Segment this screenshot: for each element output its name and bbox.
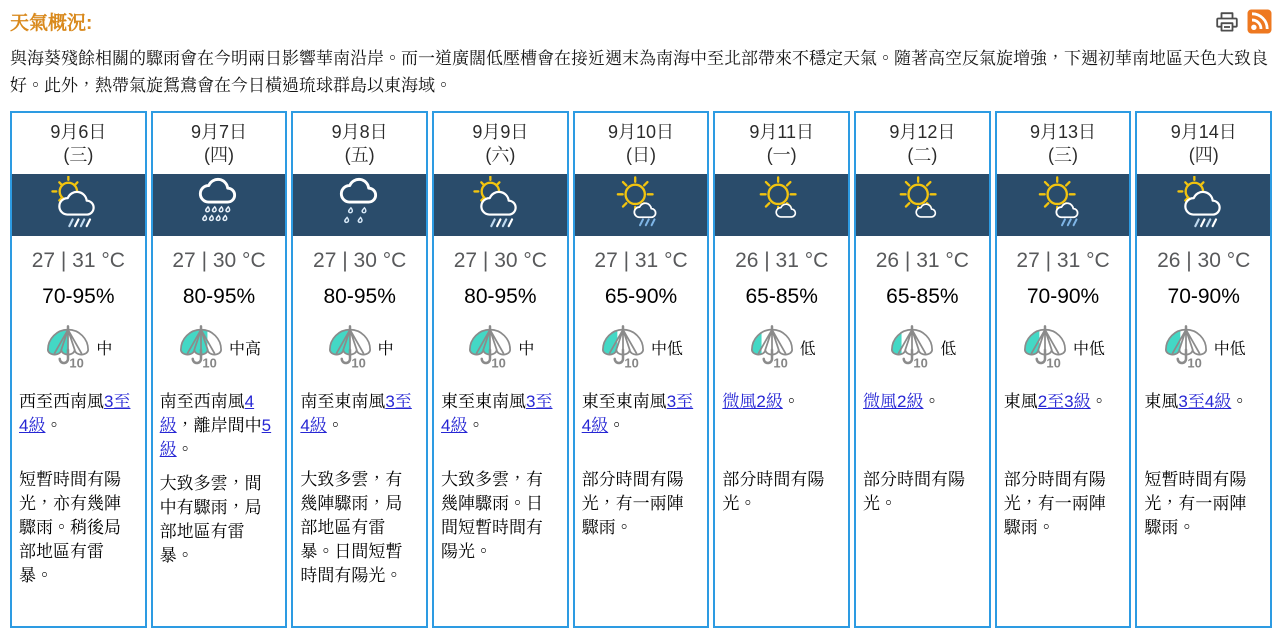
- wind-text: 西至西南風: [19, 392, 104, 411]
- wind-description: [300, 390, 419, 458]
- weather-forecast-text: 部分時間有陽光，有一兩陣驟雨。: [581, 470, 684, 537]
- date-header: [153, 113, 286, 174]
- weekday-label: (三): [1048, 145, 1079, 165]
- forecast-day-card: [291, 111, 428, 628]
- wind-description: [160, 390, 279, 462]
- temperature-range: 27 | 31 °C: [594, 249, 688, 272]
- wind-text: 。: [608, 416, 626, 435]
- psr-umbrella-icon: [1021, 322, 1069, 373]
- temperature-range: 26 | 31 °C: [875, 249, 969, 272]
- humidity-range: 70-95%: [42, 285, 115, 308]
- svg-text:10: 10: [1187, 355, 1202, 368]
- temperature-range: 27 | 30 °C: [172, 249, 266, 272]
- date-header: [1137, 113, 1270, 174]
- page-header: [10, 6, 1272, 35]
- wind-speed-link[interactable]: 2至3級: [1037, 392, 1091, 411]
- weather-forecast-text: 部分時間有陽光。: [722, 470, 825, 513]
- weather-icon-band: [293, 174, 426, 236]
- psr-row: [997, 323, 1130, 371]
- humidity-range: 70-90%: [1167, 285, 1240, 308]
- wind-speed-link[interactable]: 3至4級: [19, 392, 131, 435]
- psr-level-label: 低: [799, 340, 816, 358]
- psr-row: [575, 323, 708, 371]
- weekday-label: (五): [344, 145, 375, 165]
- temperature-range: 26 | 30 °C: [1157, 249, 1251, 272]
- psr-level-label: 中低: [1073, 340, 1106, 358]
- nine-day-forecast-cards: [10, 111, 1272, 628]
- wind-text: 東至東南風: [581, 392, 667, 411]
- date-label: 9月10日: [608, 122, 675, 142]
- weather-forecast-text: 大致多雲，有幾陣驟雨，局部地區有雷暴。日間短暫時間有陽光。: [300, 470, 403, 585]
- weather-forecast-text: 大致多雲，有幾陣驟雨。日間短暫時間有陽光。: [441, 470, 544, 561]
- psr-level-label: 低: [940, 340, 957, 358]
- temperature-range: 27 | 30 °C: [313, 249, 407, 272]
- wind-text: 東至東南風: [441, 392, 527, 411]
- humidity-range: 65-85%: [745, 285, 818, 308]
- date-label: 9月14日: [1170, 122, 1237, 142]
- wind-text: 。: [782, 392, 800, 411]
- wind-speed-link[interactable]: 3至4級: [441, 392, 553, 435]
- psr-umbrella-icon: [466, 322, 514, 373]
- forecast-day-card: [10, 111, 147, 628]
- forecast-day-card: [713, 111, 850, 628]
- date-header: [434, 113, 567, 174]
- wind-speed-link[interactable]: 微風2級: [863, 392, 924, 411]
- wind-speed-link[interactable]: 微風2級: [722, 392, 783, 411]
- weather-icon-band: [1137, 174, 1270, 236]
- wind-text: ，離岸間中: [176, 416, 262, 435]
- weather-forecast-text: 大致多雲，間中有驟雨，局部地區有雷暴。: [159, 474, 262, 565]
- weather-forecast-text: 部分時間有陽光。: [863, 470, 966, 513]
- sun-cloud-rain-icon: [1175, 176, 1233, 235]
- humidity-range: 80-95%: [464, 285, 537, 308]
- general-situation-text: 與海葵殘餘相關的驟雨會在今明兩日影響華南沿岸。而一道廣闊低壓槽會在接近週末為南海中至北部帶來不穩定天氣。隨著高空反氣旋增強，下週初華南地區天色大致良好。此外，熱帶氣旋鴛鴦會在今日橫過琉球群島以東海域。: [10, 49, 1268, 95]
- svg-text:10: 10: [491, 355, 507, 368]
- psr-row: [715, 323, 848, 371]
- date-label: 9月12日: [889, 122, 956, 142]
- weekday-label: (四): [1188, 145, 1219, 165]
- weather-forecast-text: 短暫時間有陽光，亦有幾陣驟雨。稍後局部地區有雷暴。: [19, 470, 121, 585]
- weekday-label: (日): [626, 145, 657, 165]
- forecast-day-card: [995, 111, 1132, 628]
- forecast-day-card: [573, 111, 710, 628]
- weekday-label: (一): [766, 145, 797, 165]
- date-header: [293, 113, 426, 174]
- svg-text:10: 10: [913, 355, 929, 368]
- rss-icon[interactable]: [1247, 9, 1272, 34]
- psr-level-label: 中: [518, 340, 535, 358]
- forecast-day-card: [1135, 111, 1272, 628]
- date-label: 9月13日: [1030, 122, 1097, 142]
- svg-text:10: 10: [773, 355, 788, 368]
- sun-cloud-rain-icon: [471, 176, 529, 235]
- humidity-range: 65-90%: [604, 285, 678, 308]
- svg-text:10: 10: [1046, 355, 1061, 368]
- weather-icon-band: [575, 174, 708, 236]
- humidity-range: 80-95%: [182, 285, 256, 308]
- wind-text: 。: [923, 392, 941, 411]
- wind-text: 。: [176, 440, 194, 459]
- wind-description: [441, 390, 560, 458]
- psr-row: [153, 323, 286, 371]
- wind-description: [582, 390, 701, 458]
- forecast-day-card: [854, 111, 991, 628]
- wind-description: [863, 390, 982, 458]
- weather-icon-band: [12, 174, 145, 236]
- wind-description: [19, 390, 138, 458]
- psr-row: [856, 323, 989, 371]
- weather-icon-band: [715, 174, 848, 236]
- psr-level-label: 中高: [229, 340, 262, 358]
- forecast-day-card: [151, 111, 288, 628]
- psr-umbrella-icon: [44, 322, 92, 373]
- wind-text: 南至西南風: [159, 392, 245, 411]
- wind-text: 東風: [1003, 392, 1038, 411]
- date-header: [856, 113, 989, 174]
- humidity-range: 65-85%: [886, 285, 959, 308]
- wind-description: [1144, 390, 1263, 458]
- psr-row: [293, 323, 426, 371]
- svg-text:10: 10: [69, 355, 85, 368]
- sun-cloud-icon: [893, 176, 951, 235]
- psr-umbrella-icon: [1162, 322, 1210, 373]
- wind-speed-link[interactable]: 3至4級: [581, 392, 694, 435]
- svg-text:10: 10: [624, 355, 639, 368]
- date-label: 9月11日: [749, 122, 815, 142]
- sun-shower-icon: [612, 176, 670, 235]
- wind-speed-link[interactable]: 5級: [159, 416, 272, 459]
- wind-text: 。: [1231, 392, 1249, 411]
- psr-level-label: 中: [96, 340, 113, 358]
- temperature-range: 27 | 31 °C: [1016, 249, 1110, 272]
- cloud-drizzle-icon: [331, 176, 389, 235]
- weekday-label: (四): [204, 145, 234, 165]
- date-header: [715, 113, 848, 174]
- date-header: [575, 113, 708, 174]
- psr-level-label: 中低: [651, 340, 684, 358]
- sun-cloud-rain-icon: [49, 176, 107, 235]
- wind-description: [722, 390, 841, 458]
- wind-text: 。: [1090, 392, 1108, 411]
- svg-text:10: 10: [202, 355, 217, 368]
- psr-umbrella-icon: [599, 322, 647, 373]
- weather-forecast-text: 短暫時間有陽光，有一兩陣驟雨。: [1144, 470, 1247, 537]
- sun-shower-icon: [1034, 176, 1092, 235]
- wind-speed-link[interactable]: 3至4級: [1178, 392, 1232, 411]
- svg-text:10: 10: [351, 355, 366, 368]
- psr-umbrella-icon: [888, 322, 936, 373]
- wind-description: [1004, 390, 1123, 458]
- date-label: 9月8日: [331, 122, 388, 142]
- psr-umbrella-icon: [748, 322, 796, 373]
- weather-icon-band: [856, 174, 989, 236]
- date-label: 9月7日: [190, 122, 248, 142]
- psr-umbrella-icon: [326, 322, 374, 373]
- wind-text: 東風: [1144, 392, 1179, 411]
- sun-cloud-icon: [753, 176, 811, 235]
- wind-speed-link[interactable]: 3至4級: [300, 392, 412, 435]
- weather-icon-band: [997, 174, 1130, 236]
- psr-level-label: 中低: [1213, 340, 1246, 358]
- psr-row: [12, 323, 145, 371]
- date-header: [12, 113, 145, 174]
- weekday-label: (三): [63, 145, 94, 165]
- temperature-range: 27 | 30 °C: [453, 249, 547, 272]
- humidity-range: 80-95%: [323, 285, 396, 308]
- psr-row: [1137, 323, 1270, 371]
- psr-row: [434, 323, 567, 371]
- date-header: [997, 113, 1130, 174]
- wind-text: 南至東南風: [300, 392, 386, 411]
- psr-umbrella-icon: [177, 322, 225, 373]
- date-label: 9月6日: [50, 122, 107, 142]
- page-title: 天氣概況:: [10, 13, 93, 34]
- header-icons: [1214, 9, 1272, 34]
- weekday-label: (二): [907, 145, 938, 165]
- weather-icon-band: [434, 174, 567, 236]
- temperature-range: 26 | 31 °C: [735, 249, 829, 272]
- humidity-range: 70-90%: [1026, 285, 1100, 308]
- wind-text: 。: [467, 416, 485, 435]
- psr-level-label: 中: [377, 340, 394, 358]
- weather-forecast-text: 部分時間有陽光，有一兩陣驟雨。: [1003, 470, 1106, 537]
- weather-icon-band: [153, 174, 286, 236]
- wind-speed-link[interactable]: 4級: [159, 392, 255, 435]
- printer-icon[interactable]: [1214, 10, 1240, 34]
- cloud-rain-icon: [190, 176, 248, 235]
- forecast-day-card: [432, 111, 569, 628]
- date-label: 9月9日: [472, 122, 529, 142]
- weekday-label: (六): [485, 145, 516, 165]
- wind-text: 。: [45, 416, 63, 435]
- temperature-range: 27 | 31 °C: [31, 249, 125, 272]
- wind-text: 。: [326, 416, 344, 435]
